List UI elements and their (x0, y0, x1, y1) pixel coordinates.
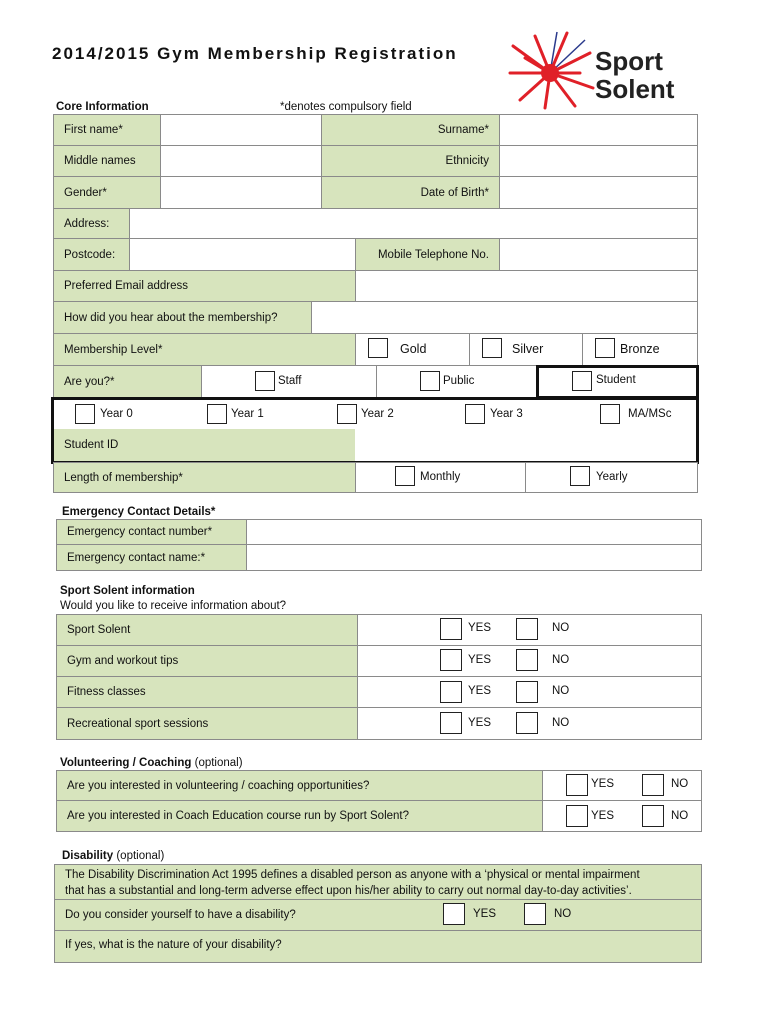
emergency-name-label: Emergency contact name:* (56, 544, 247, 571)
are-you-label: Are you?* (53, 365, 202, 398)
postcode-field[interactable] (129, 238, 356, 271)
volunteering-title: Volunteering / Coaching (60, 757, 192, 769)
middle-names-label: Middle names (53, 145, 161, 177)
gold-checkbox[interactable] (368, 338, 388, 358)
disability-definition-line2: that has a substantial and long-term adverse effect upon his/her ability to carry out normal day-to-day activities’. (65, 885, 632, 897)
address-field[interactable] (129, 208, 698, 239)
volunteering-heading (60, 757, 243, 769)
yes-label: YES (473, 908, 497, 920)
volunteering-question-label: Are you interested in volunteering / coaching opportunities? (56, 770, 543, 801)
silver-checkbox[interactable] (482, 338, 502, 358)
disability-nature-label: If yes, what is the nature of your disability? (54, 930, 702, 963)
yes-label: YES (468, 685, 492, 697)
gold-label: Gold (400, 342, 427, 356)
no-label: NO (671, 778, 689, 790)
public-label: Public (443, 375, 475, 387)
student-id-label: Student ID (54, 429, 356, 461)
sport-solent-logo (505, 28, 695, 110)
info-no-checkbox[interactable] (516, 712, 538, 734)
disability-definition (54, 864, 702, 900)
info-yes-checkbox[interactable] (440, 712, 462, 734)
year1-label: Year 1 (231, 408, 264, 420)
volunteering-no-checkbox[interactable] (642, 774, 664, 796)
silver-label: Silver (512, 342, 544, 356)
emergency-number-field[interactable] (246, 519, 702, 545)
emergency-heading: Emergency Contact Details* (62, 506, 216, 518)
hear-label: How did you hear about the membership? (53, 301, 312, 334)
hear-field[interactable] (311, 301, 698, 334)
info-yes-checkbox[interactable] (440, 618, 462, 640)
info-no-checkbox[interactable] (516, 618, 538, 640)
address-label: Address: (53, 208, 130, 239)
dob-label: Date of Birth* (321, 176, 500, 209)
info-item-label: Recreational sport sessions (56, 707, 358, 740)
disability-heading (62, 850, 164, 862)
bronze-label: Bronze (620, 342, 660, 356)
info-question: Would you like to receive information about? (60, 600, 287, 612)
public-checkbox[interactable] (420, 371, 440, 391)
postcode-label: Postcode: (53, 238, 130, 271)
yes-label: YES (591, 778, 615, 790)
logo-word-solent: Solent (595, 74, 675, 104)
no-label: NO (552, 717, 570, 729)
mobile-label: Mobile Telephone No. (355, 238, 500, 271)
disability-question-label: Do you consider yourself to have a disability? (54, 899, 702, 931)
monthly-checkbox[interactable] (395, 466, 415, 486)
disability-no-checkbox[interactable] (524, 903, 546, 925)
year2-checkbox[interactable] (337, 404, 357, 424)
compulsory-note: *denotes compulsory field (280, 101, 412, 113)
first-name-label: First name* (53, 114, 161, 146)
no-label: NO (671, 810, 689, 822)
year0-label: Year 0 (100, 408, 133, 420)
length-label: Length of membership* (53, 462, 356, 493)
disability-optional: (optional) (116, 850, 165, 862)
emergency-number-label: Emergency contact number* (56, 519, 247, 545)
year0-checkbox[interactable] (75, 404, 95, 424)
yes-label: YES (468, 622, 492, 634)
first-name-field[interactable] (160, 114, 322, 146)
info-item-label: Gym and workout tips (56, 645, 358, 677)
student-id-field[interactable] (355, 429, 696, 461)
membership-level-label: Membership Level* (53, 333, 356, 366)
surname-field[interactable] (499, 114, 698, 146)
disability-definition-line1: The Disability Discrimination Act 1995 defines a disabled person as anyone with a ‘physical or mental impairment (65, 869, 640, 881)
ethnicity-label: Ethnicity (321, 145, 500, 177)
year3-label: Year 3 (490, 408, 523, 420)
yearly-label: Yearly (596, 471, 628, 483)
middle-names-field[interactable] (160, 145, 322, 177)
info-item-label: Fitness classes (56, 676, 358, 708)
msc-label: MA/MSc (628, 408, 672, 420)
no-label: NO (554, 908, 572, 920)
volunteering-yes-checkbox[interactable] (566, 774, 588, 796)
yes-label: YES (468, 717, 492, 729)
staff-label: Staff (278, 375, 302, 387)
info-yes-checkbox[interactable] (440, 649, 462, 671)
yearly-checkbox[interactable] (570, 466, 590, 486)
year3-checkbox[interactable] (465, 404, 485, 424)
no-label: NO (552, 622, 570, 634)
year1-checkbox[interactable] (207, 404, 227, 424)
info-heading: Sport Solent information (60, 585, 195, 597)
coach-education-question-label: Are you interested in Coach Education course run by Sport Solent? (56, 800, 543, 832)
mobile-field[interactable] (499, 238, 698, 271)
ethnicity-field[interactable] (499, 145, 698, 177)
student-label: Student (596, 374, 636, 386)
yes-label: YES (591, 810, 615, 822)
starburst-icon (505, 28, 600, 110)
info-item-label: Sport Solent (56, 614, 358, 646)
gender-field[interactable] (160, 176, 322, 209)
no-label: NO (552, 654, 570, 666)
info-no-checkbox[interactable] (516, 649, 538, 671)
coach-education-no-checkbox[interactable] (642, 805, 664, 827)
info-yes-checkbox[interactable] (440, 681, 462, 703)
monthly-label: Monthly (420, 471, 461, 483)
logo-word-sport: Sport (595, 46, 663, 76)
email-label: Preferred Email address (53, 270, 356, 302)
yes-label: YES (468, 654, 492, 666)
dob-field[interactable] (499, 176, 698, 209)
core-heading: Core Information (56, 101, 149, 113)
email-field[interactable] (355, 270, 698, 302)
student-checkbox[interactable] (572, 371, 592, 391)
disability-title: Disability (62, 850, 114, 862)
emergency-name-field[interactable] (246, 544, 702, 571)
year2-label: Year 2 (361, 408, 394, 420)
volunteering-optional: (optional) (194, 757, 243, 769)
page-title: 2014/2015 Gym Membership Registration (52, 44, 458, 63)
coach-education-yes-checkbox[interactable] (566, 805, 588, 827)
surname-label: Surname* (321, 114, 500, 146)
no-label: NO (552, 685, 570, 697)
gender-label: Gender* (53, 176, 161, 209)
info-no-checkbox[interactable] (516, 681, 538, 703)
bronze-checkbox[interactable] (595, 338, 615, 358)
msc-checkbox[interactable] (600, 404, 620, 424)
staff-checkbox[interactable] (255, 371, 275, 391)
disability-yes-checkbox[interactable] (443, 903, 465, 925)
